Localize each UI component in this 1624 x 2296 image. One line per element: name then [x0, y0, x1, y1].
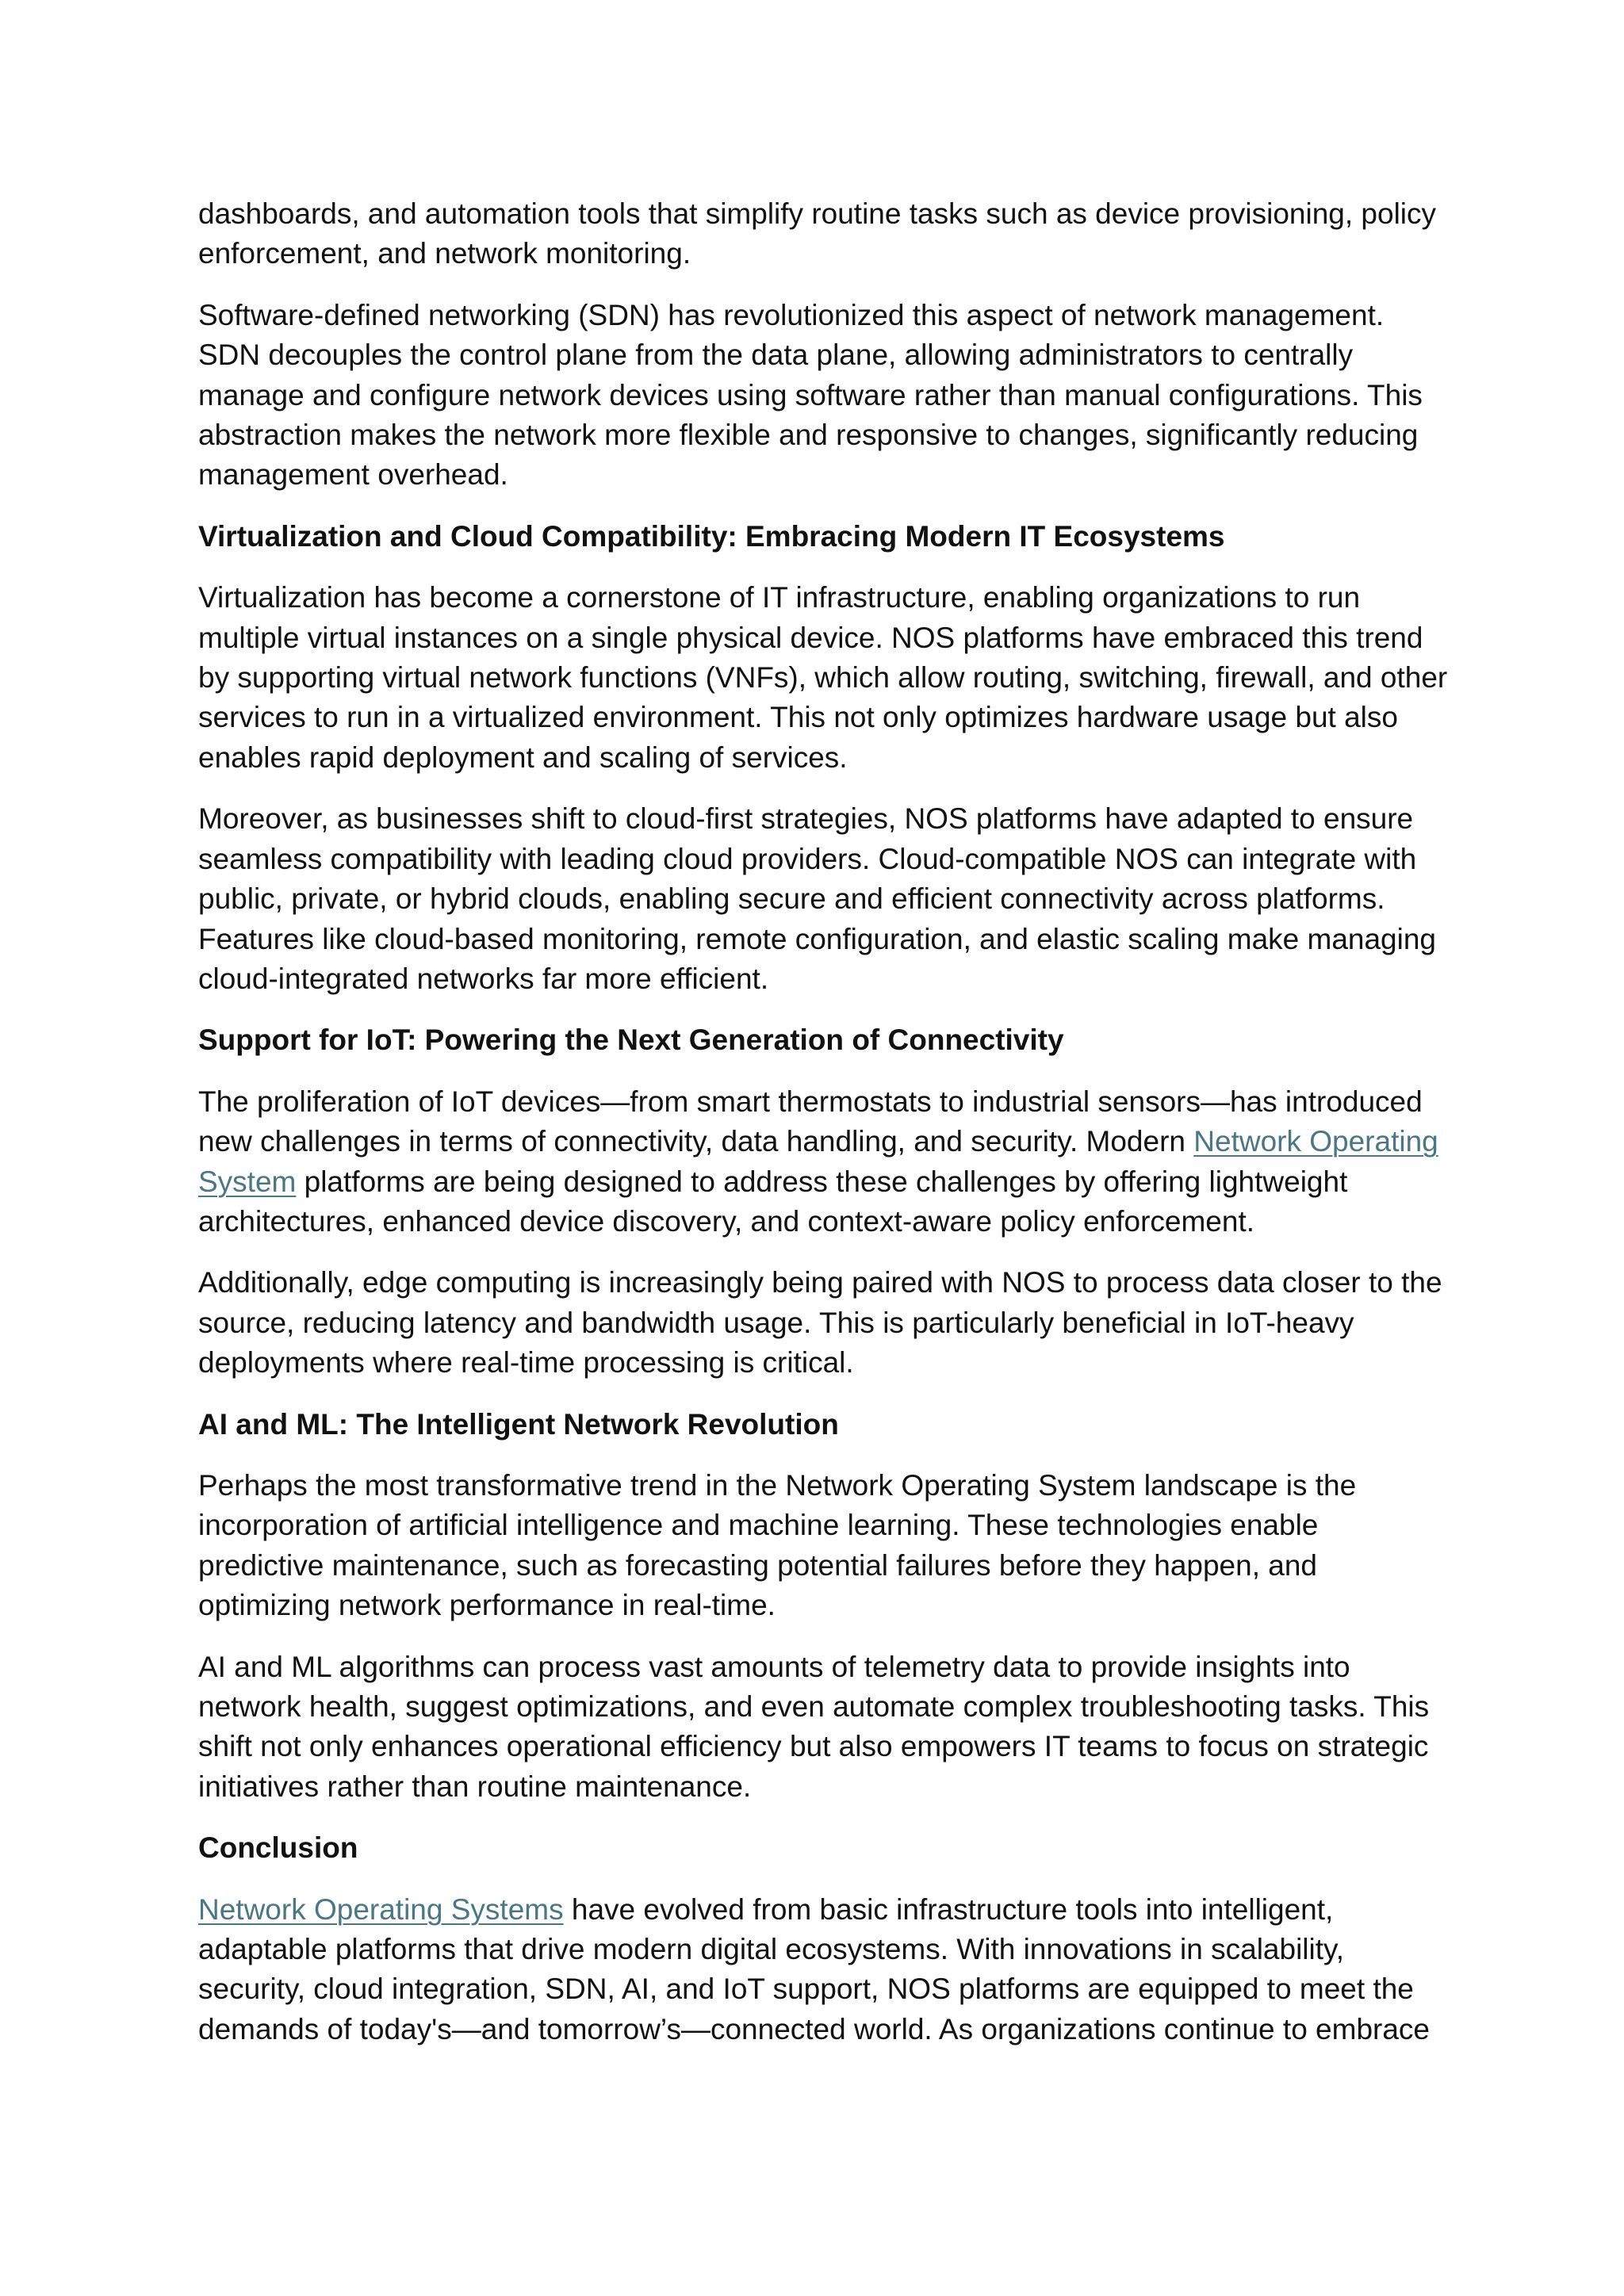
network-operating-systems-link[interactable]: Network Operating Systems: [198, 1892, 564, 1926]
heading-conclusion: Conclusion: [198, 1831, 358, 1865]
paragraph-iot-text-after: platforms are being designed to address these challenges by offering lightweight architectures, enhanced device discovery, and context-aware policy enforcement.: [198, 1165, 1348, 1238]
network-operating-system-link[interactable]: Network Operating System: [198, 1125, 1438, 1198]
paragraph-conclusion: [198, 1890, 1451, 2050]
paragraph-virtualization: Virtualization has become a cornerstone of IT infrastructure, enabling organizations to run multiple virtual instances on a single physical device. NOS platforms have embraced this trend by supporting virtual network functions (VNFs), which allow routing, switching, firewall, and other services to run in a virtualized environment. This not only optimizes hardware usage but also enables rapid deployment and scaling of services.: [198, 581, 1448, 774]
paragraph-ai-algorithms: AI and ML algorithms can process vast amounts of telemetry data to provide insights into network health, suggest optimizations, and even automate complex troubleshooting tasks. This shift not only enhances operational efficiency but also empowers IT teams to focus on strategic initiatives rather than routine maintenance.: [198, 1650, 1430, 1803]
paragraph-iot: [198, 1082, 1451, 1242]
paragraph-iot-text-before: The proliferation of IoT devices—from smart thermostats to industrial sensors—has introduced new challenges in terms of connectivity, data handling, and security. Modern: [198, 1085, 1423, 1158]
paragraph-ai-trend: Perhaps the most transformative trend in the Network Operating System landscape is the incorporation of artificial intelligence and machine learning. These technologies enable predictive maintenance, such as forecasting potential failures before they happen, and optimizing network performance in real-time.: [198, 1468, 1357, 1622]
document-page: [198, 194, 1451, 2071]
paragraph-cloud: Moreover, as businesses shift to cloud-first strategies, NOS platforms have adapted to ensure seamless compatibility with leading cloud providers. Cloud-compatible NOS can integrate with public, private, or hybrid clouds, enabling secure and efficient connectivity across platforms. Features like cloud-based monitoring, remote configuration, and elastic scaling make managing cloud-integrated networks far more efficient.: [198, 802, 1437, 995]
heading-virtualization: Virtualization and Cloud Compatibility: Embracing Modern IT Ecosystems: [198, 519, 1225, 553]
heading-iot: Support for IoT: Powering the Next Generation of Connectivity: [198, 1024, 1064, 1057]
paragraph-conclusion-text: have evolved from basic infrastructure tools into intelligent, adaptable platforms that drive modern digital ecosystems. With innovations in scalability, security, cloud integration, SDN, AI, and IoT support, NOS platforms are equipped to meet the demands of today's—and tomorrow’s—connected world. As organizations continue to embrace: [198, 1892, 1431, 2045]
paragraph-sdn: Software-defined networking (SDN) has revolutionized this aspect of network management. SDN decouples the control plane from the data plane, allowing administrators to centrally manage and configure network devices using software rather than manual configurations. This abstraction makes the network more flexible and responsive to changes, significantly reducing management overhead.: [198, 298, 1423, 492]
heading-ai-ml: AI and ML: The Intelligent Network Revolution: [198, 1407, 839, 1441]
paragraph-edge-computing: Additionally, edge computing is increasingly being paired with NOS to process data closer to the source, reducing latency and bandwidth usage. This is particularly beneficial in IoT-heavy deployments where real-time processing is critical.: [198, 1266, 1442, 1380]
paragraph-intro-continuation: dashboards, and automation tools that simplify routine tasks such as device provisioning, policy enforcement, and network monitoring.: [198, 197, 1437, 270]
